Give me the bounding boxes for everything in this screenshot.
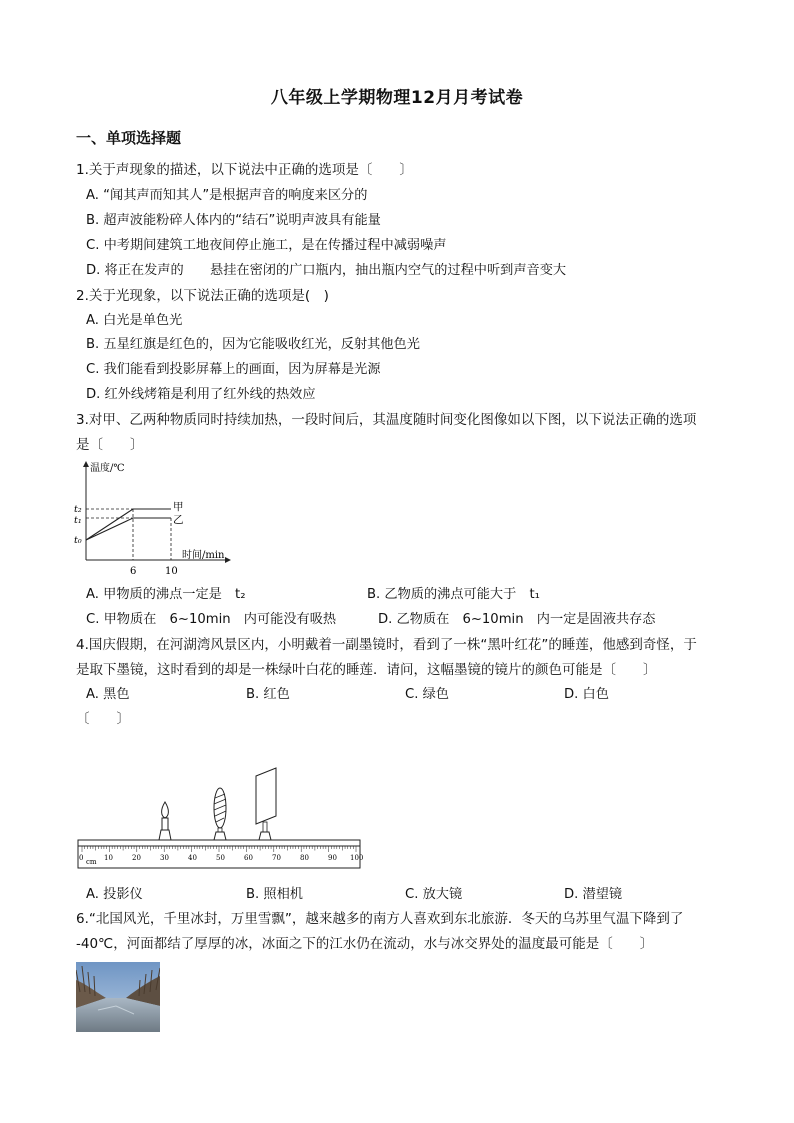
question-2-stem: 2.关于光现象，以下说法正确的选项是( ) bbox=[76, 288, 329, 304]
ruler-label-90: 90 bbox=[328, 854, 337, 862]
question-5-option-c: C. 放大镜 bbox=[405, 887, 463, 902]
ruler-label-60: 60 bbox=[244, 854, 253, 862]
series-yi-line bbox=[86, 518, 171, 540]
question-2-option-c: C. 我们能看到投影屏幕上的画面，因为屏幕是光源 bbox=[86, 362, 381, 377]
series-yi-label: 乙 bbox=[173, 514, 184, 526]
question-3-option-a: A. 甲物质的沸点一定是 t₂ bbox=[86, 587, 246, 602]
question-1-option-a: A. “闻其声而知其人”是根据声音的响度来区分的 bbox=[86, 188, 368, 203]
question-5-option-a: A. 投影仪 bbox=[86, 887, 143, 902]
ruler-unit: cm bbox=[86, 858, 97, 866]
series-jia-label: 甲 bbox=[173, 501, 184, 513]
question-6-stem-line1: 6.“北国风光，千里冰封，万里雪飘”，越来越多的南方人喜欢到东北旅游．冬天的乌苏里气温下降到了 bbox=[76, 911, 684, 927]
page-title: 八年级上学期物理12月月考试卷 bbox=[270, 88, 524, 108]
section-heading: 一、单项选择题 bbox=[76, 129, 182, 147]
ruler-label-30: 30 bbox=[160, 854, 169, 862]
question-3-stem-line1: 3.对甲、乙两种物质同时持续加热，一段时间后，其温度随时间变化图像如以下图，以下说法正确的选项 bbox=[76, 412, 697, 428]
question-4-stem-line1: 4.国庆假期，在河湖湾风景区内，小明戴着一副墨镜时，看到了一株“黑叶红花”的睡莲，他感到奇怪，于 bbox=[76, 637, 697, 653]
question-5-option-b: B. 照相机 bbox=[246, 887, 303, 902]
question-3-option-d: D. 乙物质在 6~10min 内一定是固液共存态 bbox=[378, 612, 656, 627]
bench-rail bbox=[78, 840, 360, 846]
optical-bench-figure bbox=[74, 762, 364, 877]
candle bbox=[159, 802, 171, 840]
question-3-stem-line2: 是〔 〕 bbox=[76, 437, 144, 453]
question-2-option-b: B. 五星红旗是红色的，因为它能吸收红光，反射其他色光 bbox=[86, 337, 420, 352]
x-tick-10: 10 bbox=[165, 566, 178, 577]
y-tick-t0: t₀ bbox=[74, 535, 82, 546]
question-2-option-a: A. 白光是单色光 bbox=[86, 313, 183, 328]
y-tick-t2: t₂ bbox=[74, 504, 82, 515]
ruler-label-0: 0 bbox=[79, 854, 84, 862]
ruler-label-70: 70 bbox=[272, 854, 281, 862]
question-5-option-d: D. 潜望镜 bbox=[564, 887, 623, 902]
question-1-option-d: D. 将正在发声的 悬挂在密闭的广口瓶内，抽出瓶内空气的过程中听到声音变大 bbox=[86, 263, 567, 278]
question-1-option-c: C. 中考期间建筑工地夜间停止施工，是在传播过程中减弱噪声 bbox=[86, 238, 447, 253]
series-jia-line bbox=[86, 509, 171, 540]
question-3-option-c: C. 甲物质在 6~10min 内可能没有吸热 bbox=[86, 612, 337, 627]
ruler-label-50: 50 bbox=[216, 854, 225, 862]
ruler-label-100: 100 bbox=[350, 854, 364, 862]
y-axis-label: 温度/℃ bbox=[90, 463, 125, 474]
question-3-option-b: B. 乙物质的沸点可能大于 t₁ bbox=[367, 587, 540, 602]
question-1-option-b: B. 超声波能粉碎人体内的“结石”说明声波具有能量 bbox=[86, 213, 381, 228]
question-4-option-d: D. 白色 bbox=[564, 687, 609, 702]
x-axis-label: 时间/min bbox=[182, 550, 225, 561]
screen bbox=[256, 768, 276, 840]
question-4-option-c: C. 绿色 bbox=[405, 687, 449, 702]
ruler-label-20: 20 bbox=[132, 854, 141, 862]
question-2-option-d: D. 红外线烤箱是利用了红外线的热效应 bbox=[86, 387, 316, 402]
question-6-stem-line2: -40℃，河面都结了厚厚的冰，冰面之下的江水仍在流动，水与冰交界处的温度最可能是〔 〕 bbox=[76, 936, 654, 952]
question-4-stem-line2: 是取下墨镜，这时看到的却是一株绿叶白花的睡莲．请问，这幅墨镜的镜片的颜色可能是〔 〕 bbox=[76, 662, 657, 678]
convex-lens bbox=[214, 788, 226, 840]
question-4-option-b: B. 红色 bbox=[246, 687, 290, 702]
question-4-option-a: A. 黑色 bbox=[86, 687, 130, 702]
frozen-river-photo bbox=[76, 962, 160, 1032]
x-tick-6: 6 bbox=[130, 566, 137, 577]
y-tick-t1: t₁ bbox=[74, 515, 82, 526]
question-1-stem: 1.关于声现象的描述，以下说法中正确的选项是〔 〕 bbox=[76, 162, 413, 178]
question-5-stem: 〔 〕 bbox=[76, 711, 130, 727]
ruler-label-80: 80 bbox=[300, 854, 309, 862]
ruler-label-10: 10 bbox=[104, 854, 113, 862]
temperature-time-chart bbox=[70, 458, 240, 583]
ruler-label-40: 40 bbox=[188, 854, 197, 862]
